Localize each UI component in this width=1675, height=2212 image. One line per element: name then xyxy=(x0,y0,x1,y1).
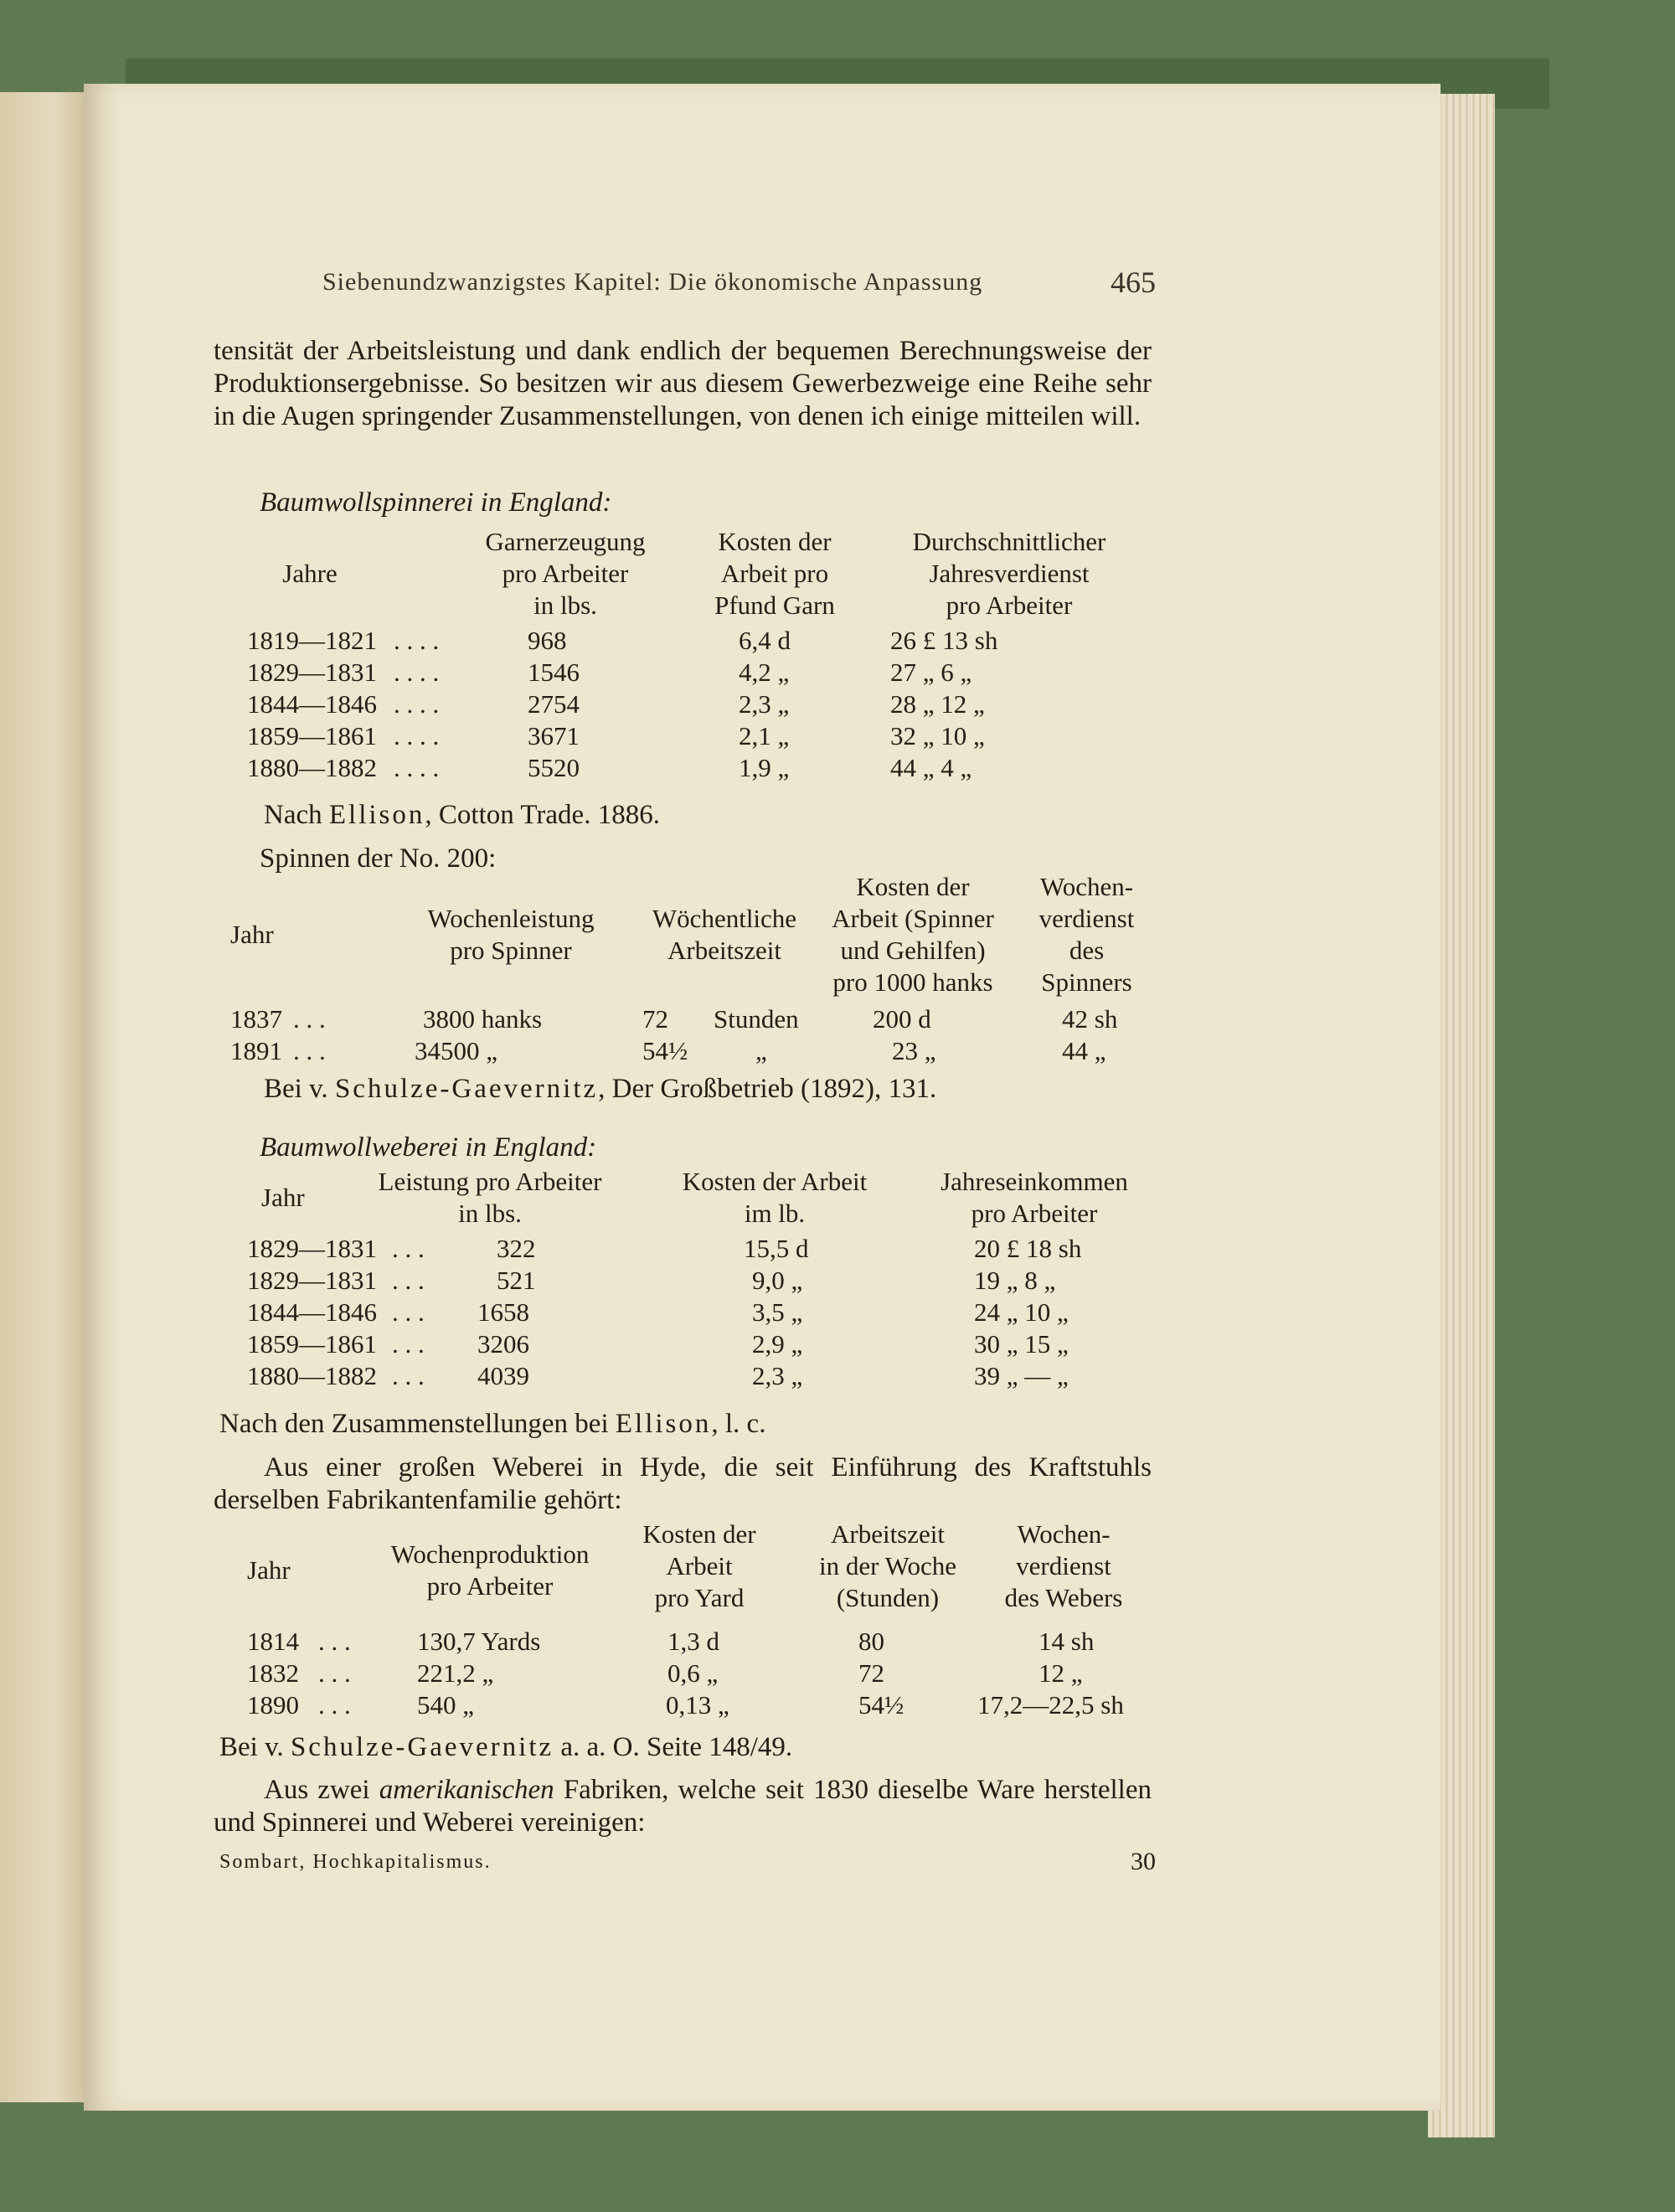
table2-source xyxy=(264,1072,936,1106)
table4-header-cost-2: Arbeit xyxy=(666,1551,733,1580)
table3-title: Baumwollweberei in England: xyxy=(260,1132,597,1163)
american-emphasis: amerikanischen xyxy=(379,1775,554,1805)
table4-header-wage-1: Wochen- xyxy=(1017,1519,1111,1549)
table4-hours: 72 xyxy=(858,1658,884,1688)
table3-source-prefix: Nach den Zusammenstellungen bei xyxy=(219,1409,609,1439)
table4-header-cost-1: Kosten der xyxy=(642,1519,756,1549)
american-text-end: Fabriken, welche seit 1830 dieselbe Ware herstellen und Spinnerei und Weberei vereinigen: xyxy=(214,1775,1152,1838)
table1-leader-dots: . . . . xyxy=(394,657,440,687)
table4-header-output-2: pro Arbeiter xyxy=(426,1571,554,1601)
table2-source-rest: , Der Großbetrieb (1892), 131. xyxy=(598,1074,937,1104)
table4-output: 221,2 „ xyxy=(417,1658,494,1688)
table1-header-wage-2: Jahresverdienst xyxy=(929,559,1090,588)
table3-output: 1658 xyxy=(477,1297,529,1327)
table4-wage: 14 sh xyxy=(1038,1627,1095,1656)
table4-output: 540 „ xyxy=(417,1690,475,1720)
table3-cost: 2,3 „ xyxy=(752,1361,803,1390)
table-row xyxy=(226,1035,1164,1067)
facing-page-edge xyxy=(0,92,88,2102)
table1-header-yarn-1: Garnerzeugung xyxy=(485,527,646,556)
table2-header-hours-1: Wöchentliche xyxy=(652,904,797,933)
table4-year: 1814 xyxy=(247,1627,299,1656)
table1-header-cost-3: Pfund Garn xyxy=(714,590,835,620)
table3-leader-dots: . . . xyxy=(392,1266,425,1295)
table4-wage: 17,2—22,5 sh xyxy=(977,1690,1124,1720)
table1-yarn: 968 xyxy=(528,626,567,655)
table2-header-wage-3: des xyxy=(1069,936,1105,965)
table2-wage: 42 sh xyxy=(1062,1004,1118,1034)
table2-header-hours-2: Arbeitszeit xyxy=(667,936,781,965)
table1-leader-dots: . . . . xyxy=(394,753,440,782)
table-row xyxy=(243,720,1164,752)
table4-output: 130,7 Yards xyxy=(417,1627,541,1656)
table3-cost: 2,9 „ xyxy=(752,1329,803,1359)
table3-leader-dots: . . . xyxy=(392,1234,425,1263)
table3-header-cost-2: im lb. xyxy=(744,1199,806,1228)
page-number: 465 xyxy=(1111,266,1156,299)
table3-cost: 9,0 „ xyxy=(752,1266,803,1295)
table-row xyxy=(243,1265,1164,1297)
table-row xyxy=(243,688,1164,720)
table2-hours-unit: „ xyxy=(755,1036,767,1065)
table1-year: 1844—1846 xyxy=(247,689,377,719)
table1-yarn: 3671 xyxy=(528,721,580,750)
table-row xyxy=(243,752,1164,784)
table1-header-wage-1: Durchschnittlicher xyxy=(912,527,1106,556)
table2-header-output-1: Wochenleistung xyxy=(427,904,595,933)
table2-cost: 23 „ xyxy=(892,1036,936,1065)
running-head: Siebenundzwanzigstes Kapitel: Die ökonomische Anpassung xyxy=(322,268,983,296)
table2-header-cost-1: Kosten der xyxy=(856,872,970,901)
table2-header-output-2: pro Spinner xyxy=(450,936,572,965)
table2-year: 1891 xyxy=(230,1036,282,1065)
table1-leader-dots: . . . . xyxy=(394,689,440,719)
table4-source xyxy=(219,1730,792,1764)
table-row xyxy=(243,1328,1164,1360)
table1-yarn: 5520 xyxy=(528,753,580,782)
table2-leader-dots: . . . xyxy=(293,1004,326,1034)
table4-leader-dots: . . . xyxy=(318,1627,351,1656)
table4-header-wage-3: des Webers xyxy=(1004,1583,1123,1612)
table1-cost: 2,1 „ xyxy=(739,721,790,750)
table2-header-year: Jahr xyxy=(230,920,274,949)
table2-header-wage-1: Wochen- xyxy=(1039,872,1134,901)
table4-source-rest: a. a. O. Seite 148/49. xyxy=(554,1732,793,1762)
table1-header-yarn-3: in lbs. xyxy=(533,590,597,620)
table1-cost: 2,3 „ xyxy=(739,689,790,719)
table3-header-output-1: Leistung pro Arbeiter xyxy=(378,1167,602,1196)
table4-hours: 80 xyxy=(858,1627,884,1656)
table4-cost: 0,6 „ xyxy=(667,1658,719,1688)
table1-header-year: Jahre xyxy=(282,559,338,588)
table3-year: 1844—1846 xyxy=(247,1297,377,1327)
table3-header-output-2: in lbs. xyxy=(458,1199,522,1228)
table4-header-hours-2: in der Woche xyxy=(819,1551,956,1580)
intro-paragraph: tensität der Arbeitsleistung und dank endlich der bequemen Berechnungsweise der Produktionsergebnisse. So besitzen wir aus diesem Gewerbezweige eine Reihe sehr in die Augen springender Zusammenstellungen, von denen ich einige mitteilen will. xyxy=(214,336,1152,431)
table2-header-wage-2: verdienst xyxy=(1038,904,1135,933)
table-row xyxy=(243,1658,1164,1689)
table3-header-income-2: pro Arbeiter xyxy=(971,1199,1098,1228)
table4-header-hours-1: Arbeitszeit xyxy=(830,1519,945,1549)
table3-leader-dots: . . . xyxy=(392,1329,425,1359)
table3-header-cost-1: Kosten der Arbeit xyxy=(682,1167,868,1196)
table3-income: 30 „ 15 „ xyxy=(974,1329,1069,1359)
table4-header-wage-2: verdienst xyxy=(1016,1551,1111,1580)
table1 xyxy=(243,526,1164,794)
table3-output: 4039 xyxy=(477,1361,529,1390)
table4-source-prefix: Bei v. xyxy=(219,1732,284,1762)
table3-year: 1829—1831 xyxy=(247,1266,377,1295)
table4-year: 1832 xyxy=(247,1658,299,1688)
table4-hours: 54½ xyxy=(858,1690,904,1720)
table1-wage: 26 £ 13 sh xyxy=(890,626,998,655)
table3-income: 39 „ — „ xyxy=(974,1361,1069,1390)
table4-wage: 12 „ xyxy=(1038,1658,1083,1688)
table3-cost: 15,5 d xyxy=(744,1234,809,1263)
table1-year: 1880—1882 xyxy=(247,753,377,782)
table-row xyxy=(243,1626,1164,1658)
table4 xyxy=(243,1518,1164,1761)
table2-output: 3800 hanks xyxy=(423,1004,543,1034)
table1-yarn: 1546 xyxy=(528,657,580,687)
table-row xyxy=(243,1360,1164,1392)
table2-source-author: Schulze-Gaevernitz xyxy=(334,1074,599,1104)
table1-title: Baumwollspinnerei in England: xyxy=(260,487,612,518)
table3-income: 24 „ 10 „ xyxy=(974,1297,1069,1327)
table2-cost: 200 d xyxy=(873,1004,931,1034)
table4-year: 1890 xyxy=(247,1690,299,1720)
hyde-paragraph: Aus einer großen Weberei in Hyde, die seit Einführung des Kraftstuhls derselben Fabrikantenfamilie gehört: xyxy=(214,1452,1152,1515)
table3-output: 3206 xyxy=(477,1329,529,1359)
table1-year: 1829—1831 xyxy=(247,657,377,687)
american-text-start: Aus zwei xyxy=(264,1775,379,1805)
table4-leader-dots: . . . xyxy=(318,1658,351,1688)
table-row xyxy=(226,1003,1164,1035)
table1-cost: 6,4 d xyxy=(739,626,791,655)
table2-hours-unit: Stunden xyxy=(714,1004,799,1034)
table2-hours: 54½ xyxy=(642,1036,688,1065)
table3-output: 322 xyxy=(497,1234,536,1263)
table3-income: 20 £ 18 sh xyxy=(974,1234,1082,1263)
table-row xyxy=(243,1297,1164,1328)
table4-header-output-1: Wochenproduktion xyxy=(390,1539,590,1569)
table3-year: 1859—1861 xyxy=(247,1329,377,1359)
table3-leader-dots: . . . xyxy=(392,1297,425,1327)
table1-yarn: 2754 xyxy=(528,689,580,719)
table4-leader-dots: . . . xyxy=(318,1690,351,1720)
table4-cost: 0,13 „ xyxy=(666,1690,729,1720)
table1-header-wage-3: pro Arbeiter xyxy=(946,590,1073,620)
table-row xyxy=(243,657,1164,688)
table-row xyxy=(243,1689,1164,1721)
table1-source xyxy=(264,798,660,832)
table1-source-rest: , Cotton Trade. 1886. xyxy=(425,800,660,830)
table1-year: 1819—1821 xyxy=(247,626,377,655)
table1-leader-dots: . . . . xyxy=(394,626,440,655)
table4-cost: 1,3 d xyxy=(667,1627,719,1656)
table1-header-yarn-2: pro Arbeiter xyxy=(502,559,629,588)
table4-source-author: Schulze-Gaevernitz xyxy=(290,1732,554,1762)
table3-year: 1880—1882 xyxy=(247,1361,377,1390)
table4-header-year: Jahr xyxy=(247,1555,291,1585)
table4-header-cost-3: pro Yard xyxy=(654,1583,745,1612)
table2-header-wage-4: Spinners xyxy=(1041,967,1132,997)
table1-wage: 27 „ 6 „ xyxy=(890,657,972,687)
table3-header-income-1: Jahreseinkommen xyxy=(941,1167,1128,1196)
table2-source-prefix: Bei v. xyxy=(264,1074,328,1104)
table2-header-cost-4: pro 1000 hanks xyxy=(832,967,993,997)
table3-income: 19 „ 8 „ xyxy=(974,1266,1056,1295)
table2-leader-dots: . . . xyxy=(293,1036,326,1065)
table2-wage: 44 „ xyxy=(1062,1036,1106,1065)
table1-wage: 32 „ 10 „ xyxy=(890,721,985,750)
table3-output: 521 xyxy=(497,1266,536,1295)
table2-output: 34500 „ xyxy=(415,1036,498,1065)
table1-wage: 44 „ 4 „ xyxy=(890,753,972,782)
table3-leader-dots: . . . xyxy=(392,1361,425,1390)
table3-cost: 3,5 „ xyxy=(752,1297,803,1327)
american-paragraph xyxy=(214,1774,1152,1839)
table3-header-year: Jahr xyxy=(261,1183,305,1212)
table-row xyxy=(243,1233,1164,1265)
table3-source-author: Ellison xyxy=(615,1409,712,1439)
table2-header-cost-3: und Gehilfen) xyxy=(840,936,986,965)
table1-year: 1859—1861 xyxy=(247,721,377,750)
table2-year: 1837 xyxy=(230,1004,282,1034)
table1-cost: 1,9 „ xyxy=(739,753,790,782)
signature-line: Sombart, Hochkapitalismus. xyxy=(219,1851,492,1873)
table1-source-prefix: Nach xyxy=(264,800,322,830)
table2-header-cost-2: Arbeit (Spinner xyxy=(832,904,994,933)
table3-source-rest: , l. c. xyxy=(711,1409,766,1439)
table3-year: 1829—1831 xyxy=(247,1234,377,1263)
table4-header-hours-3: (Stunden) xyxy=(836,1583,940,1612)
sheet-number: 30 xyxy=(1131,1848,1156,1875)
table1-header-cost-1: Kosten der xyxy=(718,527,832,556)
table2-title: Spinnen der No. 200: xyxy=(260,843,497,874)
table1-leader-dots: . . . . xyxy=(394,721,440,750)
table2-hours: 72 xyxy=(642,1004,668,1034)
table1-source-author: Ellison xyxy=(328,800,425,830)
table-row xyxy=(243,625,1164,657)
table3 xyxy=(243,1166,1164,1409)
table1-header-cost-2: Arbeit pro xyxy=(720,559,829,588)
table1-cost: 4,2 „ xyxy=(739,657,790,687)
table3-source xyxy=(219,1407,765,1441)
table1-wage: 28 „ 12 „ xyxy=(890,689,985,719)
